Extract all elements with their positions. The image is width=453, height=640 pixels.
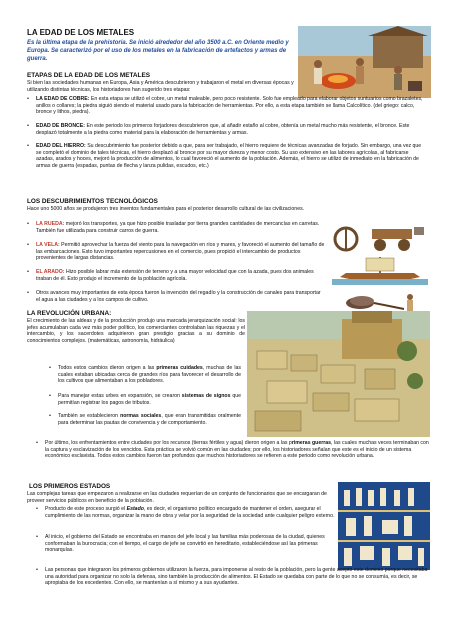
revolucion-signos: • Para manejar estas urbes en expansión, se crearon sistemas de signos que permitían registrar los pagos de tributos. bbox=[49, 393, 241, 406]
standard-of-ur-illustration bbox=[338, 482, 430, 570]
revolucion-ciudades: • Todos estos cambios dieron origen a las primeras cuidades, muchas de las cuales estaban ubicadas cerca de grandes ríos para favorecer el desarrollo de los cultivos que alimentaban a los pobladores. bbox=[49, 365, 241, 385]
etapas-intro: Si bien las sociedades humanas en Europa, Asia y América descubrieron y trabajaron el metal en diversas épocas y utilizando distintas técnicas, los historiadores han sugerido tres etapas: bbox=[27, 80, 294, 93]
estado-fuerza: • Las personas que integraron los primeros gobiernos utilizaron la fuerza, para imponerse al resto de la población, pero la gente aceptó este dominio porque necesitaba una autoridad para organizar no solo la defensa, sino también la producción de alimentos. El Estado se quedaba con parte de lo que no se consumía, es decir, se apropiaba de los excedentes. Con ello, se mantenían a sí mismo y a sus ayudantes. bbox=[36, 567, 428, 587]
revolucion-normas: • También se establecieron normas sociales, que eran transmitidas oralmente para determinar las pautas de convivencia y de comportamiento. bbox=[49, 413, 241, 426]
revolucion-guerras: • Por último, los enfrentamientos entre ciudades por los recursos (tierras fértiles y agua) dieron origen a las primeras guerras, las cuales muchas veces terminaban con la captura y esclavización de los vencidos. Esta práctica se volvió común en las ciudades; por ello, los historiadores señalan que este es el inicio de un sistema económico esclavista. Todos estos cambios fueron tan profundos que muchos historiadores se refieren a este periodo como revolución urbana. bbox=[36, 440, 429, 460]
descubrimientos-intro: Hace uno 5000 años se produjeron tres inventos fundamentales para el posterior desarrollo cultural de las civilizaciones. bbox=[27, 206, 305, 212]
estados-intro: Las complejas tareas que empezaron a realizarse en las ciudades requerían de un conjunto de funcionarios que se encargaran de proveer servicios públicos en beneficio de la población. bbox=[27, 491, 327, 504]
estado-surgimiento: • Producto de este proceso surgió el Estado, es decir, el organismo político encargado de mantener el orden, asegurar el cumplimiento de las normas, organizar la mano de obra y velar por la seguridad de la sociedad ante cualquier peligro externo. bbox=[36, 506, 335, 519]
sail-boat-illustration bbox=[332, 255, 428, 285]
otros-avances: • Otros avances muy importantes de esta época fueron la invención del regadío y la construcción de canales para transportar el agua a las ciudades y a los campos de cultivo. bbox=[27, 290, 321, 303]
ancient-city-illustration bbox=[247, 311, 430, 437]
etapas-heading: ETAPAS DE LA EDAD DE LOS METALES bbox=[27, 72, 150, 79]
invento-vela: • LA VELA: Permitió aprovechar la fuerza del viento para la navegación en ríos y mares, y favoreció el aumento del tamaño de las embarcaciones. Esto tuvo importantes repercusiones en el comercio, pues propició el intercambio de productos provenientes de largas distancias. bbox=[27, 242, 325, 262]
etapa-cobre: • LA EDAD DE COBRE: En esta etapa se utilizó el cobre, un metal maleable, pero poco resistente. Solo fue empleado para elaborar objetos suntuarios como brazaletes, anillos o collares; la piedra siguió siendo el material usado para la fabricación de herramientas. Por ello, a esta etapa también se llama Calcolítico. (del griego: calco, bronce y lithos, piedra). bbox=[27, 96, 423, 116]
estados-heading: LOS PRIMEROS ESTADOS bbox=[29, 483, 111, 490]
invento-rueda: • LA RUEDA: mejoró los transportes, ya que hizo posible trasladar por tierra grandes cantidades de mercancías en carretas. También fue utilizada para construir carros de guerra. bbox=[27, 221, 320, 234]
revolucion-intro: El crecimiento de las aldeas y de la producción produjo una marcada jerarquización social: los jefes acumulaban cada vez más poder político, los comerciantes controlaban las riquezas y el intercambio, y los sacerdotes adquirieron gran prestigio gracias a su dominio de conocimientos complejos. (matemáticas, astronomía, hidráulica) bbox=[27, 318, 245, 344]
metalworkers-illustration bbox=[298, 26, 431, 98]
descubrimientos-heading: LOS DESCUBRIMIENTOS TECNOLÓGICOS bbox=[27, 198, 158, 205]
wheel-cart-illustration bbox=[332, 219, 428, 253]
revolucion-heading: LA REVOLUCIÓN URBANA: bbox=[27, 310, 112, 317]
estado-gobierno: • Al inicio, el gobierno del Estado se encontraba en manos del jefe local y las familias más poderosas de la ciudad, quienes conformaban la burocracia; con el tiempo, el cargo de jefe se convirtió en hereditario, estableciéndose así las primeras monarquías. bbox=[36, 534, 325, 554]
page-title: LA EDAD DE LOS METALES bbox=[27, 28, 135, 37]
etapa-hierro: • EDAD DEL HIERRO: Su descubrimiento fue posterior debido a que, para ser trabajado, el hierro requiere de técnicas avanzadas de forjado. Sin embargo, una vez que se completó el dominio de tales técnicas, el hierro desplazó al bronce por su mayor dureza y menor costo. Su uso extensivo en las labores agrícolas, al fabricarse azadas, arados y hoces, mejoró la producción de alimentos, lo cual favoreció el aumento de la población. Además, el hierro se utilizó de inmediato en la fabricación de armas de guerra (espadas, puntas de flecha y lanza pulidas, escudos, etc.) bbox=[27, 143, 422, 169]
intro-paragraph: Es la última etapa de la prehistoria. Se inició alrededor del año 3500 a.C. en Oriente medio y Europa. Se caracterizó por el uso de los metales en la fabricación de artefactos y armas de guerra. bbox=[27, 40, 289, 63]
invento-arado: • EL ARADO: Hizo posible labrar más extensión de terreno y a una mayor velocidad que con la azada, pues dos animales tiraban de él. Esto produjo el incremento de la población agrícola. bbox=[27, 269, 314, 282]
etapa-bronce: • EDAD DE BRONCE: En este periodo los primeros forjadores descubrieron que, al añadir estaño al cobre, obtenía un metal mucho más resistente, el bronce. Este desplazó totalmente a la piedra como material para la elaboración de herramientas y armas. bbox=[27, 123, 410, 136]
